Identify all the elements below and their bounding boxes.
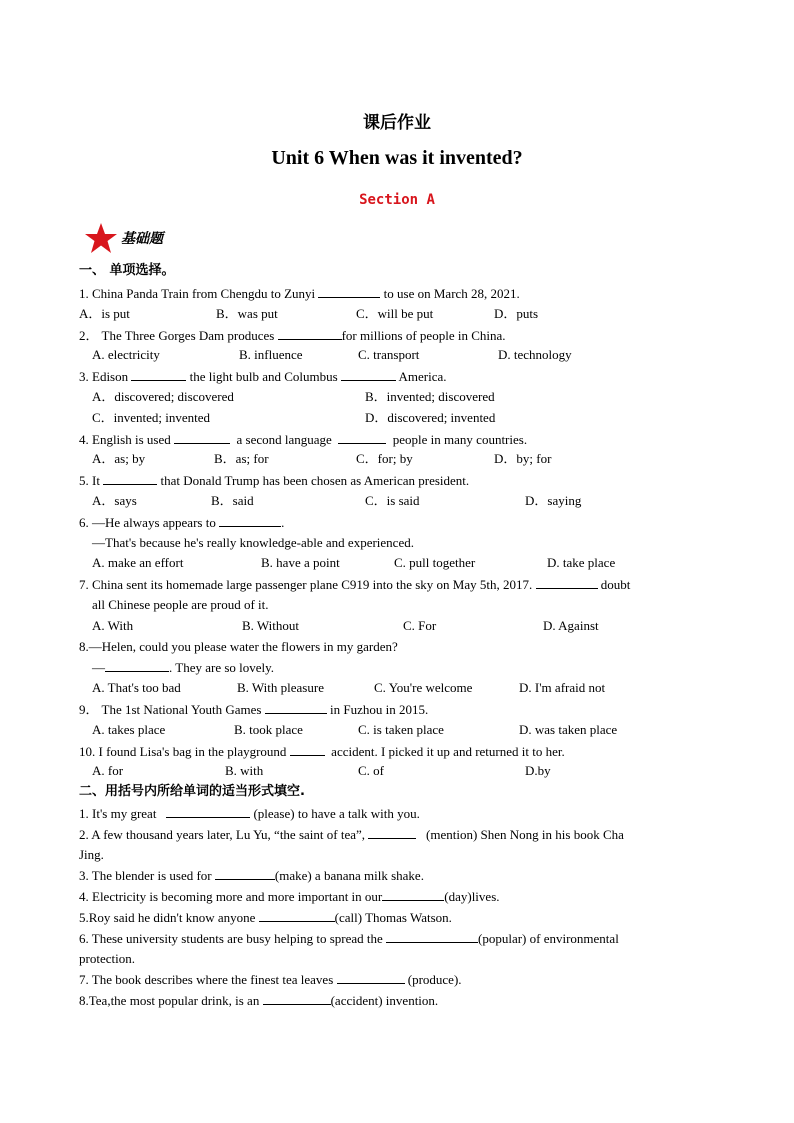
option-c[interactable]: C. For: [403, 618, 437, 633]
option-c[interactable]: C. transport: [358, 347, 420, 362]
question-5: 5. It that Donald Trump has been chosen as American president.: [79, 473, 470, 488]
option-d[interactable]: D. technology: [498, 347, 572, 362]
question-1: 1. China Panda Train from Chengdu to Zunyi to use on March 28, 2021.: [79, 286, 520, 301]
option-c[interactable]: C. is taken place: [358, 722, 444, 737]
fill-item-6: 6. These university students are busy helping to spread the (popular) of environmental: [79, 931, 619, 946]
fill-item-5: 5.Roy said he didn't know anyone (call) Thomas Watson.: [79, 910, 452, 925]
option-b[interactable]: B．as; for: [214, 451, 269, 466]
option-c[interactable]: C．invented; invented: [92, 410, 211, 425]
option-b[interactable]: B. Without: [242, 618, 300, 633]
star-icon: [84, 222, 118, 254]
fill-item-2: 2. A few thousand years later, Lu Yu, “the saint of tea”, (mention) Shen Nong in his book Cha: [79, 827, 624, 842]
question-9: 9． The 1st National Youth Games in Fuzhou in 2015.: [79, 702, 429, 717]
option-a[interactable]: A．discovered; discovered: [92, 389, 234, 404]
option-d[interactable]: D．by; for: [494, 451, 552, 466]
option-b[interactable]: B. have a point: [261, 555, 340, 570]
answer-blank[interactable]: [278, 327, 342, 340]
page-title-chinese: 课后作业: [363, 113, 431, 133]
option-d[interactable]: D．saying: [525, 493, 582, 508]
answer-blank[interactable]: [105, 659, 169, 672]
fill-item-4: 4. Electricity is becoming more and more important in our (day)lives.: [79, 889, 500, 904]
option-c[interactable]: C．for; by: [356, 451, 413, 466]
option-d[interactable]: D. I'm afraid not: [519, 680, 606, 695]
option-d[interactable]: D.by: [525, 763, 551, 778]
option-a[interactable]: A. With: [92, 618, 134, 633]
option-a[interactable]: A. That's too bad: [92, 680, 181, 695]
option-d[interactable]: D．discovered; invented: [365, 410, 496, 425]
fill-item-7: 7. The book describes where the finest tea leaves (produce).: [79, 972, 462, 987]
option-a[interactable]: A. for: [92, 763, 124, 778]
option-b[interactable]: B. influence: [239, 347, 303, 362]
option-d[interactable]: D. was taken place: [519, 722, 618, 737]
fill-item-8: 8.Tea,the most popular drink, is an (accident) invention.: [79, 993, 439, 1008]
option-b[interactable]: B．invented; discovered: [365, 389, 495, 404]
answer-blank[interactable]: [131, 368, 186, 381]
option-b[interactable]: B. with: [225, 763, 264, 778]
answer-blank[interactable]: [337, 971, 405, 984]
option-b[interactable]: B. With pleasure: [237, 680, 324, 695]
option-c[interactable]: C. pull together: [394, 555, 476, 570]
option-c[interactable]: C．will be put: [356, 306, 434, 321]
answer-blank[interactable]: [382, 888, 444, 901]
answer-blank[interactable]: [265, 701, 327, 714]
fill-item-3: 3. The blender is used for (make) a banana milk shake.: [79, 868, 424, 883]
question-6-reply: —That's because he's really knowledge-able and experienced.: [92, 535, 414, 550]
answer-blank[interactable]: [174, 431, 230, 444]
answer-blank[interactable]: [215, 867, 275, 880]
answer-blank[interactable]: [263, 992, 331, 1005]
answer-blank[interactable]: [536, 576, 598, 589]
answer-blank[interactable]: [259, 909, 335, 922]
answer-blank[interactable]: [219, 514, 281, 527]
option-d[interactable]: D. Against: [543, 618, 599, 633]
option-a[interactable]: A. takes place: [92, 722, 166, 737]
answer-blank[interactable]: [338, 431, 386, 444]
option-d[interactable]: D．puts: [494, 306, 539, 321]
fill-item-6-continued: protection.: [79, 951, 135, 966]
question-3: 3. Edison the light bulb and Columbus America.: [79, 369, 447, 384]
question-7: 7. China sent its homemade large passenger plane C919 into the sky on May 5th, 2017. doubt: [79, 577, 631, 592]
option-b[interactable]: B．was put: [216, 306, 278, 321]
answer-blank[interactable]: [290, 743, 325, 756]
question-4: 4. English is used a second language people in many countries.: [79, 432, 528, 447]
option-b[interactable]: B．said: [211, 493, 254, 508]
option-a[interactable]: A．as; by: [92, 451, 146, 466]
question-6: 6. —He always appears to .: [79, 515, 285, 530]
option-a[interactable]: A．is put: [79, 306, 130, 321]
option-c[interactable]: C. of: [358, 763, 384, 778]
option-c[interactable]: C．is said: [365, 493, 420, 508]
question-8: 8.—Helen, could you please water the flowers in my garden?: [79, 639, 398, 654]
unit-title: Unit 6 When was it invented?: [271, 147, 523, 169]
option-a[interactable]: A．says: [92, 493, 137, 508]
part1-heading: 一、 单项选择。: [79, 263, 175, 278]
option-a[interactable]: A. make an effort: [92, 555, 184, 570]
part2-heading: 二、用括号内所给单词的适当形式填空.: [79, 784, 305, 799]
option-c[interactable]: C. You're welcome: [374, 680, 473, 695]
badge-label: 基础题: [121, 231, 163, 247]
answer-blank[interactable]: [166, 805, 250, 818]
question-10: 10. I found Lisa's bag in the playground accident. I picked it up and returned it to her.: [79, 744, 565, 759]
section-label: Section A: [359, 192, 435, 208]
fill-item-1: 1. It's my great (please) to have a talk with you.: [79, 806, 420, 821]
option-d[interactable]: D. take place: [547, 555, 616, 570]
question-2: 2． The Three Gorges Dam produces for millions of people in China.: [79, 328, 506, 343]
question-7-continued: all Chinese people are proud of it.: [92, 597, 269, 612]
answer-blank[interactable]: [318, 285, 380, 298]
fill-item-2-continued: Jing.: [79, 847, 104, 862]
option-b[interactable]: B. took place: [234, 722, 303, 737]
question-8-reply: — . They are so lovely.: [92, 660, 275, 675]
option-a[interactable]: A. electricity: [92, 347, 160, 362]
answer-blank[interactable]: [103, 472, 157, 485]
answer-blank[interactable]: [368, 826, 416, 839]
answer-blank[interactable]: [341, 368, 396, 381]
answer-blank[interactable]: [386, 930, 478, 943]
